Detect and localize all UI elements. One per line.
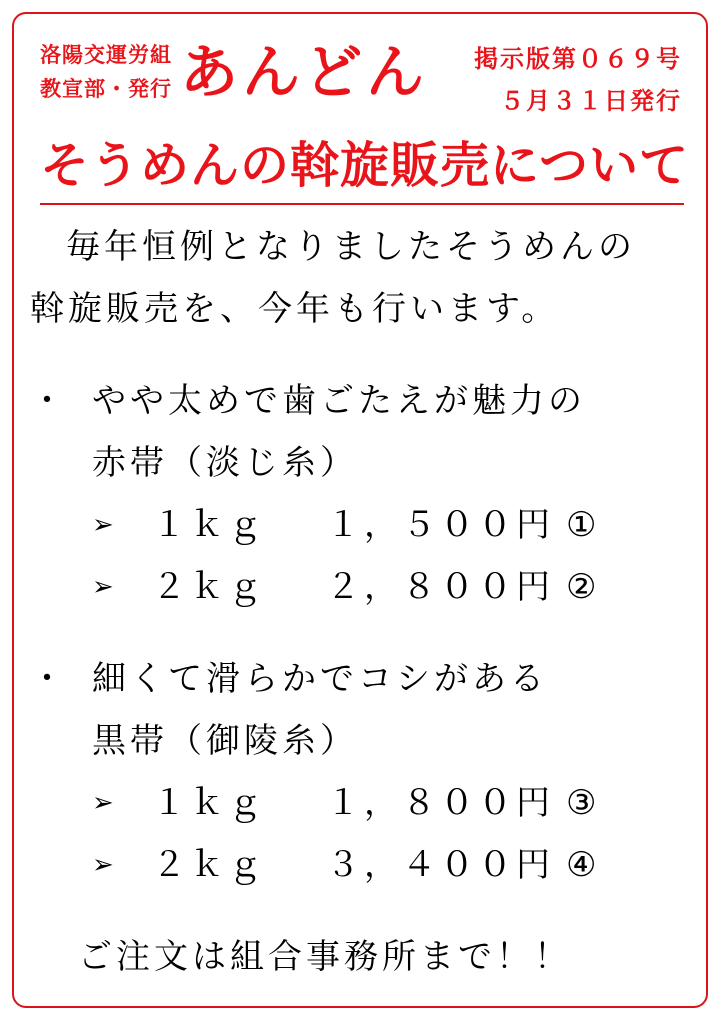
intro-line-1: 毎年恒例となりましたそうめんの bbox=[66, 227, 636, 267]
product-description: 細くて滑らかでコシがある bbox=[92, 659, 548, 699]
closing-message: ご注文は組合事務所まで！！ bbox=[78, 937, 572, 977]
price-item bbox=[30, 834, 700, 896]
headline-divider bbox=[40, 203, 684, 205]
bullet-mark: ・ bbox=[30, 381, 68, 421]
issue-date: ５月３１日発行 bbox=[500, 87, 682, 115]
spacer bbox=[30, 618, 700, 648]
intro-line-2: 斡旋販売を、今年も行います。 bbox=[30, 289, 560, 329]
item-quantity: １ｋｇ bbox=[152, 505, 266, 545]
product-name: 黒帯（御陵糸） bbox=[92, 721, 358, 761]
product-name: 赤帯（淡じ糸） bbox=[92, 443, 358, 483]
product-section-red-band bbox=[30, 370, 700, 618]
arrow-bullet-icon: ➢ bbox=[92, 788, 118, 818]
price-item bbox=[30, 556, 700, 618]
product-section-black-band bbox=[30, 648, 700, 896]
spacer bbox=[30, 340, 700, 370]
spacer bbox=[30, 896, 700, 926]
arrow-bullet-icon: ➢ bbox=[92, 572, 118, 602]
publisher-line-2: 教宣部・発行 bbox=[40, 77, 172, 101]
item-quantity: １ｋｇ bbox=[152, 783, 266, 823]
issue-block bbox=[474, 38, 682, 122]
item-quantity: ２ｋｇ bbox=[152, 845, 266, 885]
item-number: ① bbox=[566, 505, 601, 545]
issue-number: 掲示版第０６９号 bbox=[474, 45, 682, 73]
item-number: ② bbox=[566, 567, 601, 607]
item-price: １，８００円 bbox=[326, 783, 554, 823]
item-number: ③ bbox=[566, 783, 601, 823]
item-price: ３，４００円 bbox=[326, 845, 554, 885]
product-description-row bbox=[30, 648, 700, 710]
bullet-mark: ・ bbox=[30, 659, 68, 699]
headline: そうめんの斡旋販売について bbox=[40, 137, 690, 194]
product-description-row bbox=[30, 370, 700, 432]
price-item bbox=[30, 494, 700, 556]
arrow-bullet-icon: ➢ bbox=[92, 850, 118, 880]
item-price: １，５００円 bbox=[326, 505, 554, 545]
arrow-bullet-icon: ➢ bbox=[92, 510, 118, 540]
publisher-block bbox=[40, 38, 172, 106]
price-item bbox=[30, 772, 700, 834]
item-price: ２，８００円 bbox=[326, 567, 554, 607]
masthead-title: あんどん bbox=[180, 38, 429, 106]
notice-body bbox=[30, 216, 700, 988]
publisher-line-1: 洛陽交運労組 bbox=[40, 43, 172, 67]
product-description: やや太めで歯ごたえが魅力の bbox=[92, 381, 586, 421]
item-quantity: ２ｋｇ bbox=[152, 567, 266, 607]
item-number: ④ bbox=[566, 845, 601, 885]
